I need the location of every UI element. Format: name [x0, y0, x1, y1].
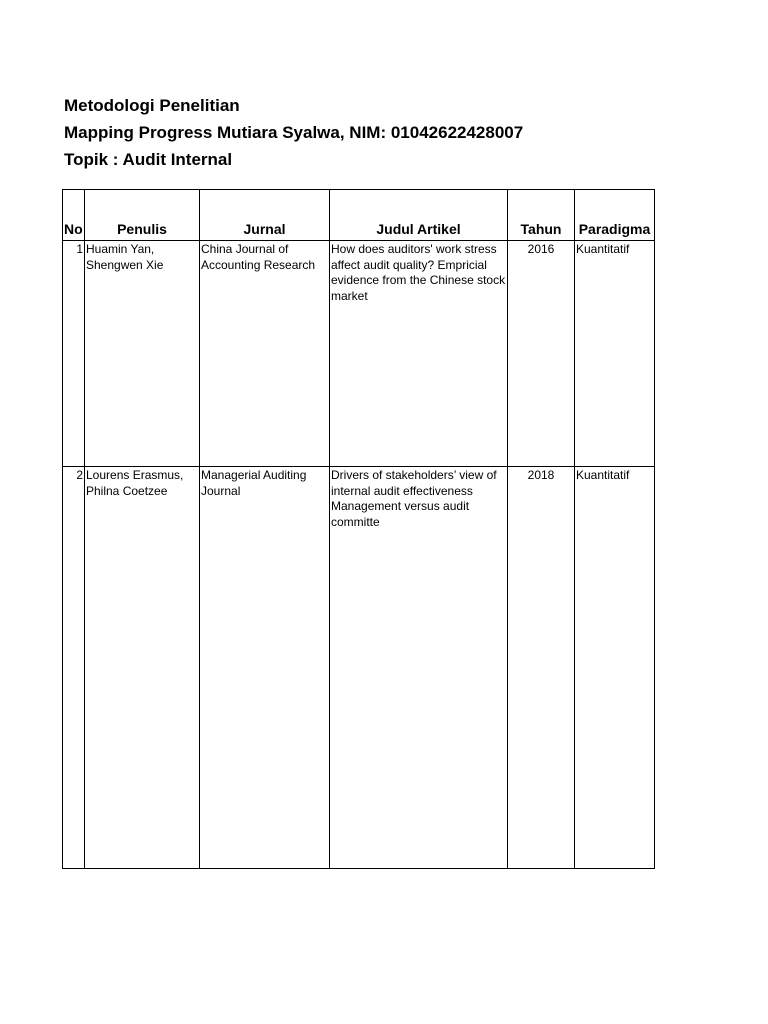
cell-tahun: 2018: [508, 467, 575, 869]
cell-jurnal: [200, 467, 330, 869]
cell-penulis: Lourens Erasmus, Philna Coetzee: [85, 467, 200, 869]
cell-judul-artikel: Drivers of stakeholders’ view of internal audit effectiveness Management versus audit committe: [330, 467, 508, 869]
cell-judul-artikel: How does auditors' work stress affect audit quality? Empricial evidence from the Chinese stock market: [330, 241, 508, 467]
cell-paradigma: Kuantitatif: [575, 241, 655, 467]
cell-penulis: Huamin Yan, Shengwen Xie: [85, 241, 200, 467]
cell-jurnal-line: China Journal of: [201, 242, 289, 256]
document-header: [64, 92, 523, 173]
mapping-table: [62, 189, 655, 869]
column-header-penulis: Penulis: [85, 190, 200, 241]
table-header-row: [63, 190, 655, 241]
cell-paradigma: Kuantitatif: [575, 467, 655, 869]
cell-jurnal-line: Journal: [201, 483, 241, 498]
column-header-jurnal: Jurnal: [200, 190, 330, 241]
column-header-judul-artikel: Judul Artikel: [330, 190, 508, 241]
table-row: [63, 467, 655, 869]
topic-title: Topik : Audit Internal: [64, 150, 233, 169]
cell-no: 1: [63, 241, 85, 467]
cell-jurnal-line: Accounting Research: [201, 257, 316, 272]
column-header-no: No: [63, 190, 85, 241]
cell-no: 2: [63, 467, 85, 869]
course-title: Metodologi Penelitian: [64, 96, 240, 115]
column-header-tahun: Tahun: [508, 190, 575, 241]
table-row: [63, 241, 655, 467]
cell-jurnal-line: Managerial Auditing: [201, 468, 307, 482]
cell-jurnal: [200, 241, 330, 467]
column-header-paradigma: Paradigma: [575, 190, 655, 241]
mapping-title: Mapping Progress Mutiara Syalwa, NIM: 01042622428007: [64, 123, 524, 142]
cell-tahun: 2016: [508, 241, 575, 467]
